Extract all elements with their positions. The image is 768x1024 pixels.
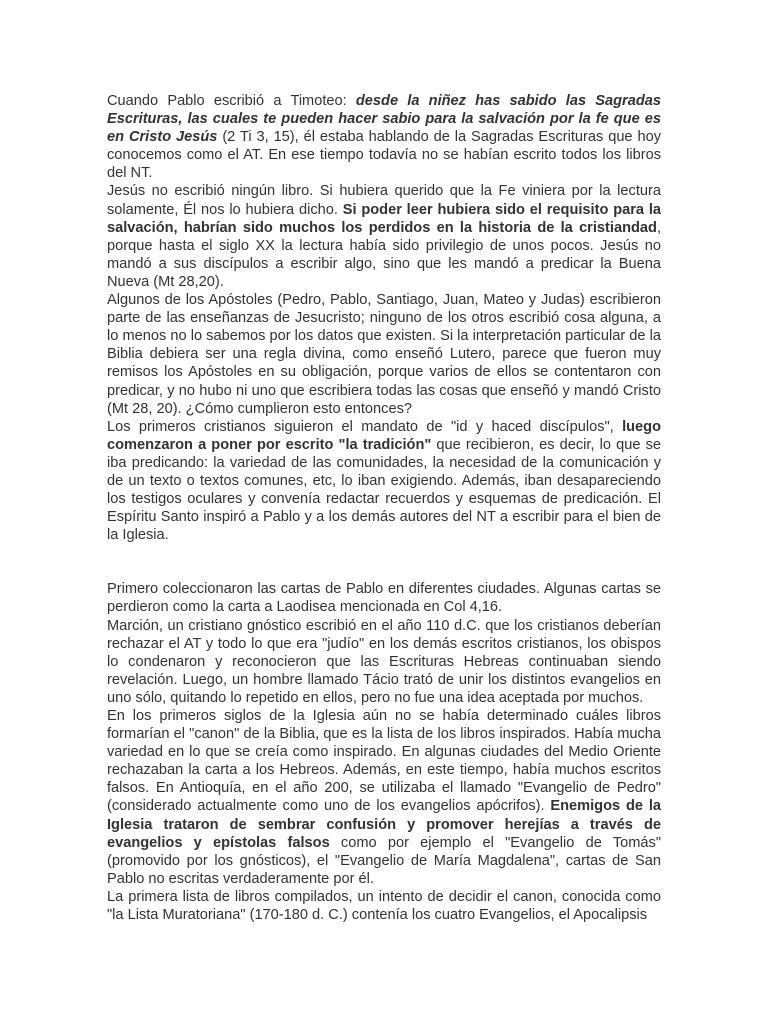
- emphasis-run: luego comenzaron a poner por escrito "la tradición": [107, 418, 661, 453]
- quote-run: desde la niñez has sabido las Sagradas Escrituras, las cuales te pueden hacer sabio para la salvación por la fe que es en Cristo Jesús: [107, 93, 661, 146]
- paragraph-primeros-cristianos: [107, 418, 661, 545]
- document-page: [107, 92, 661, 924]
- text-run: , porque hasta el siglo XX la lectura había sido privilegio de unos pocos. Jesús no mandó a sus discípulos a escribir algo, sino que les mandó a predicar la Buena Nueva (Mt 28,20).: [107, 219, 661, 290]
- text-run: Cuando Pablo escribió a Timoteo:: [107, 93, 356, 109]
- section-gap: [107, 544, 661, 580]
- text-run: Primero coleccionaron las cartas de Pablo en diferentes ciudades. Algunas cartas se perdieron como la carta a Laodisea mencionada en Col 4,16.: [107, 581, 661, 616]
- text-run: En los primeros siglos de la Iglesia aún no se había determinado cuáles libros formarían el "canon" de la Biblia, que es la lista de los libros inspirados. Había mucha variedad en lo que se creía como inspirado. En algunas ciudades del Medio Oriente rechazaban la carta a los Hebreos. Además, en este tiempo, había muchos escritos falsos. En Antioquía, en el año 200, se utilizaba el llamado "Evangelio de Pedro" (considerado actualmente como uno de los evangelios apócrifos).: [107, 708, 661, 815]
- text-run: Los primeros cristianos siguieron el mandato de "id y haced discípulos",: [107, 418, 623, 435]
- paragraph-marcion: [107, 617, 661, 707]
- paragraph-cartas-pablo: [107, 580, 661, 616]
- paragraph-apostoles: [107, 291, 661, 418]
- text-run: (2 Ti 3, 15), él estaba hablando de la Sagradas Escrituras que hoy conocemos como el AT. En ese tiempo todavía no se habían escrito todos los libros del NT.: [107, 129, 661, 182]
- paragraph-timoteo: [107, 92, 661, 182]
- text-run: La primera lista de libros compilados, un intento de decidir el canon, conocida como "la Lista Muratoriana" (170-180 d. C.) contenía los cuatro Evangelios, el Apocalipsis: [107, 888, 661, 924]
- text-run: que recibieron, es decir, lo que se iba predicando: la variedad de las comunidades, la necesidad de la comunicación y de un texto o textos comunes, etc, lo iban exigiendo. Además, iban desapareciendo los testigos oculares y convenía redactar recuerdos y esquemas de predicación. El Espíritu Santo inspiró a Pablo y a los demás autores del NT a escribir para el bien de la Iglesia.: [107, 436, 661, 544]
- paragraph-canon: [107, 707, 661, 888]
- paragraph-jesus: [107, 182, 661, 291]
- text-run: como por ejemplo el "Evangelio de Tomás" (promovido por los gnósticos), el "Evangelio de María Magdalena", cartas de San Pablo no escritas verdaderamente por él.: [107, 834, 661, 887]
- emphasis-run: Si poder leer hubiera sido el requisito para la salvación, habrían sido muchos los perdidos en la historia de la cristiandad: [107, 201, 661, 236]
- text-run: Algunos de los Apóstoles (Pedro, Pablo, Santiago, Juan, Mateo y Judas) escribieron parte de las enseñanzas de Jesucristo; ninguno de los otros escribió cosa alguna, a lo menos no lo sabemos por los datos que existen. Si la interpretación particular de la Biblia debiera ser una regla divina, como enseñó Lutero, parece que fueron muy remisos los Apóstoles en su obligación, porque varios de ellos se contentaron con predicar, y no hubo ni uno que escribiera todas las cosas que enseñó y mandó Cristo (Mt 28, 20). ¿Cómo cumplieron esto entonces?: [107, 292, 661, 417]
- emphasis-run: Enemigos de la Iglesia trataron de sembrar confusión y promover herejías a través de evangelios y epístolas falsos: [107, 798, 662, 851]
- text-run: Marción, un cristiano gnóstico escribió en el año 110 d.C. que los cristianos deberían rechazar el AT y todo lo que era "judío" en los demás escritos cristianos, los obispos lo condenaron y reconocieron que las Escrituras Hebreas continuaban siendo revelación. Luego, un hombre llamado Tácio trató de unir los distintos evangelios en uno sólo, quitando lo repetido en ellos, pero no fue una idea aceptada por muchos.: [107, 617, 661, 706]
- paragraph-muratoriana: [107, 888, 661, 924]
- text-run: Jesús no escribió ningún libro. Si hubiera querido que la Fe viniera por la lectura solamente, Él nos lo hubiera dicho.: [107, 183, 661, 218]
